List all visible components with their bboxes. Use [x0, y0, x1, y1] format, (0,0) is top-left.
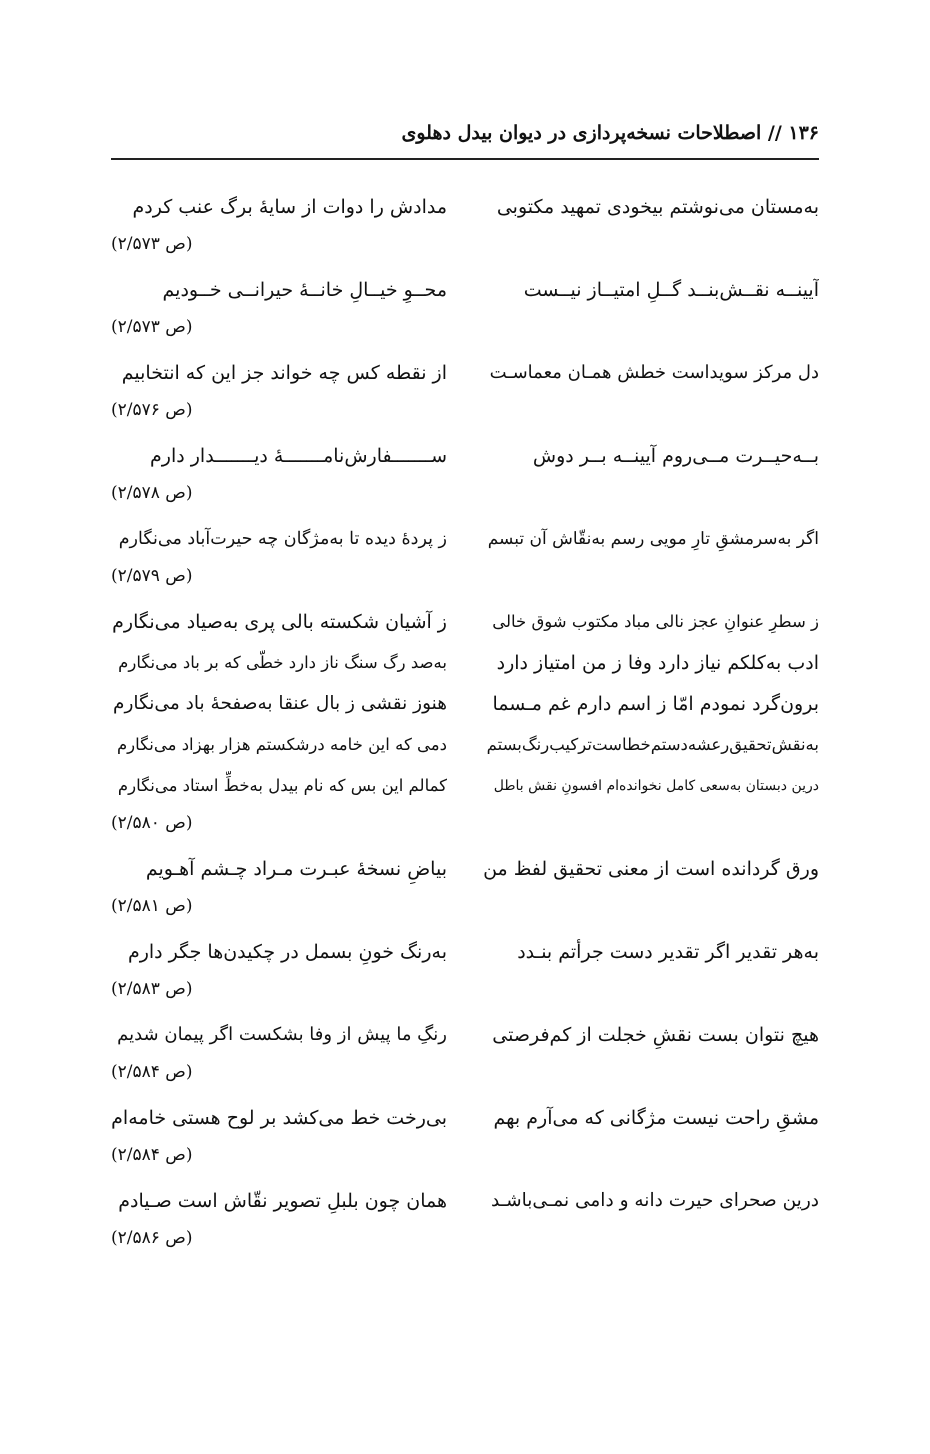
- couplet-row: [111, 269, 819, 310]
- couplet-row: [111, 186, 819, 227]
- left-hemistich: از نقطه کس چه خواند جز این که انتخابیم: [121, 362, 447, 384]
- couplet-row: [111, 931, 819, 972]
- right-hemistich: به‌هر تقدیر اگر تقدیر دست جرأتم بنـدد: [517, 941, 819, 963]
- page-reference-text: (ص ۲/۵۷۹): [111, 566, 193, 586]
- left-hemistich: ز آشیان شکسته بالی پری به‌صیاد می‌نگارم: [112, 611, 447, 633]
- reference-row: [111, 1221, 819, 1261]
- right-hemistich: ادب به‌کلکم نیاز دارد وفا ز من امتیاز دارد: [496, 652, 819, 674]
- reference-row: [111, 972, 819, 1012]
- page-reference: [111, 1057, 251, 1087]
- page-reference: [111, 478, 251, 508]
- page-reference: [111, 561, 251, 591]
- reference-row: [111, 227, 819, 267]
- verse-group: [111, 601, 819, 846]
- reference-row: [111, 559, 819, 599]
- couplet-row: [111, 1014, 819, 1055]
- page-reference-text: (ص ۲/۵۷۳): [111, 317, 193, 337]
- verse-group: [111, 848, 819, 929]
- page-reference-text: (ص ۲/۵۷۳): [111, 234, 193, 254]
- page-reference: [111, 312, 251, 342]
- verse-group: [111, 435, 819, 516]
- right-hemistich: به‌مستان می‌نوشتم بیخودی تمهید مکتوبی: [496, 196, 819, 218]
- reference-row: [111, 310, 819, 350]
- right-hemistich: ز سطرِ عنوانِ عجز نالی مباد مکتوب شوق خالی: [492, 612, 819, 631]
- reference-row: [111, 476, 819, 516]
- left-hemistich: رنگِ ما پیش از وفا بشکست اگر پیمان شدیم: [117, 1024, 447, 1045]
- reference-row: [111, 806, 819, 846]
- couplet-row: [111, 518, 819, 559]
- page-reference: [111, 974, 251, 1004]
- page-reference-text: (ص ۲/۵۸۳): [111, 979, 193, 999]
- reference-row: [111, 1138, 819, 1178]
- left-hemistich: بی‌رخت خط می‌کشد بر لوح هستی خامه‌ام: [111, 1107, 447, 1129]
- page-reference-text: (ص ۲/۵۷۸): [111, 483, 193, 503]
- right-hemistich: ورق گردانده است از معنی تحقیق لفظ من: [483, 858, 819, 880]
- verse-group: [111, 352, 819, 433]
- left-hemistich: مدادش را دوات از سایهٔ برگ عنب کردم: [132, 196, 447, 218]
- page-reference-text: (ص ۲/۵۸۶): [111, 1228, 193, 1248]
- right-hemistich: بــه‌حیــرت مــی‌روم آیینــه بــر دوش: [532, 445, 819, 467]
- right-hemistich: درین صحرای حیرت دانه و دامی نمـی‌باشـد: [491, 1190, 819, 1211]
- page-reference-text: (ص ۲/۵۸۴): [111, 1145, 193, 1165]
- left-hemistich: کمالم این بس که نام بیدل به‌خطِّ استاد می‌نگارم: [117, 776, 447, 795]
- verse-group: [111, 1014, 819, 1095]
- page-reference: [111, 1140, 251, 1170]
- couplet-row: [111, 1180, 819, 1221]
- couplet-row: [111, 724, 819, 765]
- verse-group: [111, 269, 819, 350]
- right-hemistich: مشقِ راحت نیست مژگانی که می‌آرم بهم: [493, 1107, 819, 1129]
- verse-group: [111, 931, 819, 1012]
- verse-list: [111, 186, 819, 1263]
- right-hemistich: هیچ نتوان بست نقشِ خجلت از کم‌فرصتی: [492, 1024, 819, 1046]
- left-hemistich: به‌رنگ خونِ بسمل در چکیدن‌ها جگر دارم: [127, 941, 447, 963]
- verse-group: [111, 518, 819, 599]
- page-reference-text: (ص ۲/۵۸۰): [111, 813, 193, 833]
- page-reference: [111, 1223, 251, 1253]
- verse-group: [111, 1180, 819, 1261]
- page-reference-text: (ص ۲/۵۷۶): [111, 400, 193, 420]
- right-hemistich: اگر به‌سرمشقِ تارِ مویی رسم به‌نقّاش آن تبسم: [487, 529, 819, 549]
- couplet-row: [111, 601, 819, 642]
- page-reference: [111, 808, 251, 838]
- page-reference-text: (ص ۲/۵۸۴): [111, 1062, 193, 1082]
- couplet-row: [111, 848, 819, 889]
- header-text: ۱۳۶ // اصطلاحات نسخه‌پردازی در دیوان بیدل دهلوی: [401, 122, 819, 144]
- right-hemistich: دل مرکز سویداست خطش همـان معماسـت: [489, 362, 819, 383]
- left-hemistich: هنوز نقشی ز بال عنقا به‌صفحهٔ باد می‌نگارم: [113, 693, 447, 714]
- couplet-row: [111, 642, 819, 683]
- page-reference-text: (ص ۲/۵۸۱): [111, 896, 193, 916]
- left-hemistich: ســـــــفارش‌نامـــــــهٔ دیـــــــدار دارم: [150, 445, 447, 467]
- running-header: [111, 118, 819, 160]
- couplet-row: [111, 683, 819, 724]
- left-hemistich: دمی که این خامه درشکستم هزار بهزاد می‌نگارم: [116, 735, 447, 754]
- left-hemistich: همان چون بلبلِ تصویر نقّاش است صـیادم: [118, 1190, 447, 1212]
- reference-row: [111, 393, 819, 433]
- left-hemistich: بیاضِ نسخهٔ عبـرت مـراد چـشم آهـویم: [145, 858, 447, 880]
- right-hemistich: آیینــه نقــش‌بنــد گــلِ امتیــاز نیــست: [523, 279, 819, 301]
- reference-row: [111, 889, 819, 929]
- left-hemistich: ز پردهٔ دیده تا به‌مژگان چه حیرت‌آباد می‌نگارم: [118, 529, 447, 549]
- page-reference: [111, 229, 251, 259]
- left-hemistich: محــوِ خیــالِ خانــهٔ حیرانــی خــودیم: [162, 279, 447, 301]
- page-reference: [111, 891, 251, 921]
- couplet-row: [111, 435, 819, 476]
- verse-group: [111, 1097, 819, 1178]
- right-hemistich: درین دبستان به‌سعی کامل نخوانده‌ام افسونِ نقش باطل: [493, 778, 819, 794]
- couplet-row: [111, 352, 819, 393]
- reference-row: [111, 1055, 819, 1095]
- right-hemistich: برون‌گرد نمودم امّا ز اسم دارم غم مـسما: [492, 693, 819, 715]
- right-hemistich: به‌نقش‌تحقیق‌رعشه‌دستم‌خطاست‌ترکیب‌رنگ‌بستم: [486, 735, 819, 754]
- couplet-row: [111, 765, 819, 806]
- verse-group: [111, 186, 819, 267]
- left-hemistich: به‌صد رگ سنگ ناز دارد خطّی که بر باد می‌نگارم: [118, 653, 447, 672]
- page-reference: [111, 395, 251, 425]
- couplet-row: [111, 1097, 819, 1138]
